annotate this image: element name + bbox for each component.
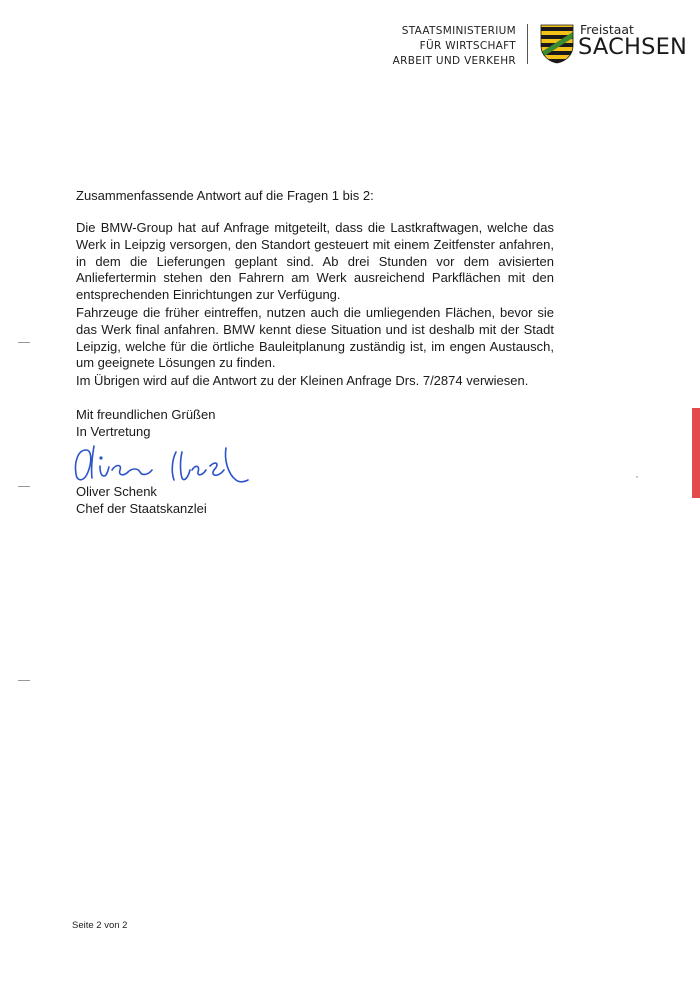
representation-note: In Vertretung	[76, 423, 151, 439]
ministry-name	[393, 24, 516, 69]
ministry-line-2: FÜR WIRTSCHAFT	[419, 40, 516, 52]
signer-block	[76, 484, 207, 518]
signer-name: Oliver Schenk	[76, 484, 157, 499]
intro-line: Zusammenfassende Antwort auf die Fragen 1 bis 2:	[76, 188, 374, 203]
saxony-coat-of-arms-icon	[540, 24, 574, 64]
closing	[76, 407, 215, 441]
state-label-small: Freistaat	[580, 22, 634, 37]
edge-color-tab	[692, 408, 700, 498]
scan-speck	[636, 476, 638, 478]
header-divider	[527, 24, 528, 64]
fold-mark	[18, 486, 30, 487]
ministry-line-3: ARBEIT UND VERKEHR	[392, 55, 516, 67]
answer-paragraph-3: Im Übrigen wird auf die Antwort zu der Kleinen Anfrage Drs. 7/2874 verwiesen.	[76, 373, 529, 388]
answer-paragraph-2: Fahrzeuge die früher eintreffen, nutzen auch die umliegenden Flächen, bevor sie das Werk final anfahren. BMW kennt diese Situation und ist deshalb mit der Stadt Leipzig, welche für die örtliche Bauleitplanung zuständig ist, im engen Austausch, um geeignete Lösungen zu finden.	[76, 305, 554, 371]
signer-title: Chef der Staatskanzlei	[76, 500, 207, 516]
punch-mark	[18, 680, 30, 681]
answer-paragraph-1: Die BMW-Group hat auf Anfrage mitgeteilt, dass die Lastkraftwagen, welche das Werk in Leipzig versorgen, den Standort gesteuert mit einem Zeitfenster anfahren, in dem die Lieferungen geplant sind. Ab drei Stunden vor dem avisierten Anliefertermin stehen den Fahrern am Werk ausreichend Parkflächen mit den entsprechenden Einrichtungen zur Verfügung.	[76, 220, 554, 303]
greeting: Mit freundlichen Grüßen	[76, 407, 216, 422]
page-number: Seite 2 von 2	[72, 920, 128, 931]
ministry-line-1: STAATSMINISTERIUM	[401, 25, 516, 37]
state-label-large: SACHSEN	[578, 34, 688, 60]
fold-mark	[18, 342, 30, 343]
handwritten-signature	[64, 440, 254, 490]
